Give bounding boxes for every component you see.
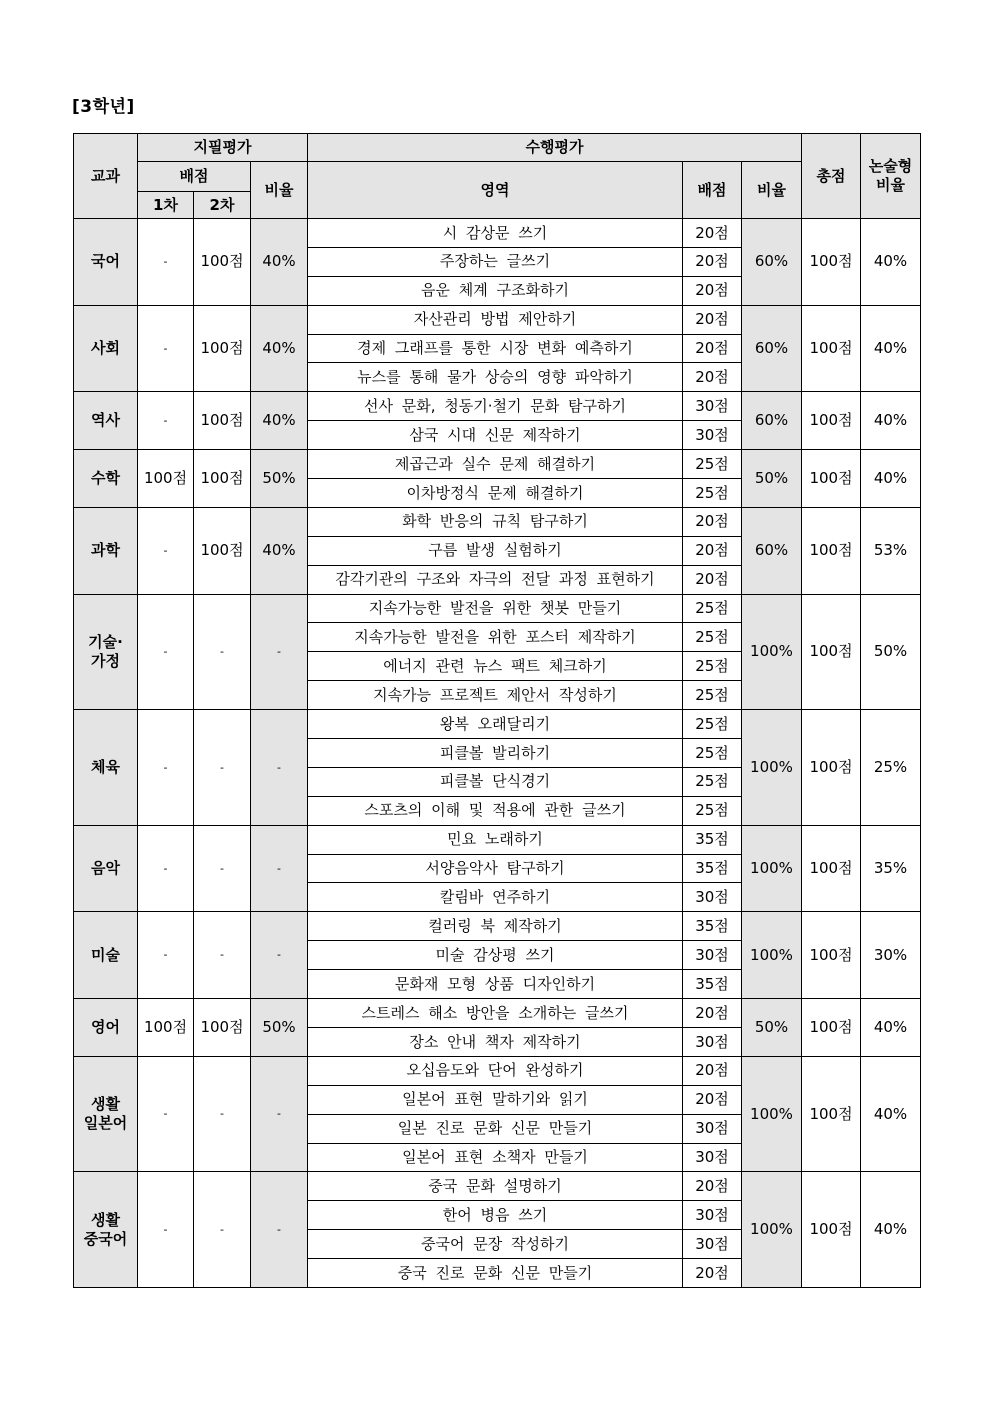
table-row [74,305,921,334]
performance-score: 20점 [683,507,742,536]
performance-ratio: 60% [742,507,802,594]
second-exam-score: - [194,710,251,826]
written-ratio: 40% [251,507,308,594]
table-row [74,912,921,941]
essay-ratio: 40% [861,219,921,306]
performance-score: 30점 [683,1143,742,1172]
total-score: 100점 [802,1056,861,1172]
performance-area: 삼국 시대 신문 제작하기 [308,421,683,450]
performance-score: 20점 [683,363,742,392]
performance-area: 감각기관의 구조와 자극의 전달 과정 표현하기 [308,565,683,594]
written-ratio: - [251,594,308,710]
performance-area: 일본어 표현 말하기와 읽기 [308,1085,683,1114]
total-score: 100점 [802,305,861,392]
performance-ratio: 50% [742,999,802,1057]
table-row [74,825,921,854]
first-exam-score: - [138,710,194,826]
performance-area: 에너지 관련 뉴스 팩트 체크하기 [308,652,683,681]
performance-score: 20점 [683,219,742,248]
first-exam-score: - [138,392,194,450]
performance-area: 주장하는 글쓰기 [308,247,683,276]
subject-cell: 체육 [74,710,138,826]
performance-score: 30점 [683,1230,742,1259]
header-essay-ratio: 논술형 비율 [861,134,921,219]
performance-score: 30점 [683,1201,742,1230]
performance-area: 칼림바 연주하기 [308,883,683,912]
written-ratio: - [251,825,308,912]
performance-area: 서양음악사 탐구하기 [308,854,683,883]
performance-score: 20점 [683,1259,742,1288]
performance-area: 문화재 모형 상품 디자인하기 [308,970,683,999]
second-exam-score: - [194,1172,251,1288]
written-ratio: 40% [251,392,308,450]
performance-score: 25점 [683,652,742,681]
header-perf-ratio: 비율 [742,162,802,219]
performance-area: 선사 문화, 청동기·철기 문화 탐구하기 [308,392,683,421]
performance-area: 컬러링 북 제작하기 [308,912,683,941]
performance-score: 35점 [683,912,742,941]
page-title: [3학년] [72,97,135,117]
essay-ratio: 53% [861,507,921,594]
written-ratio: - [251,1172,308,1288]
header-written-ratio: 비율 [251,162,308,219]
table-header [74,134,921,219]
total-score: 100점 [802,219,861,306]
first-exam-score: - [138,1056,194,1172]
first-exam-score: - [138,825,194,912]
header-subject: 교과 [74,134,138,219]
table-body [74,219,921,1288]
subject-cell: 역사 [74,392,138,450]
table-row [74,1172,921,1201]
first-exam-score: - [138,305,194,392]
performance-ratio: 100% [742,710,802,826]
subject-cell: 음악 [74,825,138,912]
performance-area: 중국어 문장 작성하기 [308,1230,683,1259]
performance-area: 오십음도와 단어 완성하기 [308,1056,683,1085]
essay-ratio: 40% [861,1056,921,1172]
performance-area: 음운 체계 구조화하기 [308,276,683,305]
performance-score: 30점 [683,883,742,912]
performance-area: 경제 그래프를 통한 시장 변화 예측하기 [308,334,683,363]
performance-area: 스트레스 해소 방안을 소개하는 글쓰기 [308,999,683,1028]
essay-ratio: 30% [861,912,921,999]
performance-score: 20점 [683,1172,742,1201]
performance-ratio: 100% [742,594,802,710]
total-score: 100점 [802,825,861,912]
second-exam-score: 100점 [194,219,251,306]
performance-ratio: 60% [742,392,802,450]
performance-area: 뉴스를 통해 물가 상승의 영향 파악하기 [308,363,683,392]
performance-score: 25점 [683,594,742,623]
performance-score: 30점 [683,421,742,450]
essay-ratio: 40% [861,999,921,1057]
total-score: 100점 [802,1172,861,1288]
second-exam-score: 100점 [194,305,251,392]
first-exam-score: - [138,594,194,710]
header-written-exam: 지필평가 [138,134,308,162]
total-score: 100점 [802,507,861,594]
second-exam-score: - [194,825,251,912]
header-first-exam: 1차 [138,192,194,219]
written-ratio: 40% [251,219,308,306]
performance-score: 25점 [683,710,742,739]
second-exam-score: - [194,594,251,710]
performance-area: 한어 병음 쓰기 [308,1201,683,1230]
total-score: 100점 [802,999,861,1057]
performance-area: 스포츠의 이해 및 적용에 관한 글쓰기 [308,796,683,825]
table-row [74,219,921,248]
first-exam-score: - [138,507,194,594]
performance-score: 20점 [683,536,742,565]
essay-ratio: 40% [861,305,921,392]
subject-cell: 기술· 가정 [74,594,138,710]
grade-assessment-table [73,133,921,1288]
subject-cell: 수학 [74,450,138,508]
performance-area: 화학 반응의 규칙 탐구하기 [308,507,683,536]
subject-cell: 미술 [74,912,138,999]
table-row [74,710,921,739]
first-exam-score: 100점 [138,999,194,1057]
first-exam-score: 100점 [138,450,194,508]
header-performance: 수행평가 [308,134,802,162]
performance-score: 20점 [683,334,742,363]
table-row [74,450,921,479]
performance-score: 35점 [683,825,742,854]
performance-score: 20점 [683,247,742,276]
performance-score: 20점 [683,1056,742,1085]
second-exam-score: 100점 [194,450,251,508]
performance-score: 20점 [683,565,742,594]
performance-score: 25점 [683,739,742,768]
total-score: 100점 [802,450,861,508]
performance-area: 시 감상문 쓰기 [308,219,683,248]
table-row [74,594,921,623]
performance-score: 25점 [683,450,742,479]
second-exam-score: 100점 [194,392,251,450]
performance-area: 장소 안내 책자 제작하기 [308,1027,683,1056]
performance-score: 25점 [683,479,742,508]
table-row [74,392,921,421]
performance-area: 구름 발생 실험하기 [308,536,683,565]
performance-score: 25점 [683,681,742,710]
second-exam-score: - [194,912,251,999]
performance-ratio: 60% [742,305,802,392]
header-perf-score: 배점 [683,162,742,219]
essay-ratio: 40% [861,1172,921,1288]
written-ratio: 50% [251,999,308,1057]
performance-area: 이차방정식 문제 해결하기 [308,479,683,508]
performance-score: 25점 [683,796,742,825]
essay-ratio: 25% [861,710,921,826]
performance-area: 중국 문화 설명하기 [308,1172,683,1201]
first-exam-score: - [138,1172,194,1288]
performance-score: 25점 [683,623,742,652]
subject-cell: 생활 중국어 [74,1172,138,1288]
performance-area: 지속가능한 발전을 위한 챗봇 만들기 [308,594,683,623]
subject-cell: 국어 [74,219,138,306]
performance-area: 피클볼 단식경기 [308,767,683,796]
total-score: 100점 [802,594,861,710]
performance-score: 35점 [683,854,742,883]
second-exam-score: 100점 [194,507,251,594]
written-ratio: 50% [251,450,308,508]
performance-score: 30점 [683,941,742,970]
performance-score: 30점 [683,1114,742,1143]
essay-ratio: 35% [861,825,921,912]
written-ratio: - [251,710,308,826]
performance-score: 20점 [683,1085,742,1114]
table-row [74,507,921,536]
performance-score: 20점 [683,305,742,334]
second-exam-score: 100점 [194,999,251,1057]
subject-cell: 생활 일본어 [74,1056,138,1172]
table-row [74,999,921,1028]
performance-area: 지속가능한 발전을 위한 포스터 제작하기 [308,623,683,652]
second-exam-score: - [194,1056,251,1172]
performance-ratio: 60% [742,219,802,306]
performance-area: 일본 진로 문화 신문 만들기 [308,1114,683,1143]
subject-cell: 영어 [74,999,138,1057]
performance-ratio: 100% [742,912,802,999]
header-area: 영역 [308,162,683,219]
performance-score: 20점 [683,276,742,305]
performance-score: 20점 [683,999,742,1028]
essay-ratio: 40% [861,450,921,508]
written-ratio: 40% [251,305,308,392]
performance-ratio: 50% [742,450,802,508]
total-score: 100점 [802,392,861,450]
performance-area: 미술 감상평 쓰기 [308,941,683,970]
performance-area: 일본어 표현 소책자 만들기 [308,1143,683,1172]
performance-ratio: 100% [742,1056,802,1172]
header-written-score: 배점 [138,162,251,192]
essay-ratio: 50% [861,594,921,710]
performance-area: 제곱근과 실수 문제 해결하기 [308,450,683,479]
written-ratio: - [251,912,308,999]
header-second-exam: 2차 [194,192,251,219]
total-score: 100점 [802,912,861,999]
written-ratio: - [251,1056,308,1172]
performance-score: 30점 [683,1027,742,1056]
performance-ratio: 100% [742,825,802,912]
performance-ratio: 100% [742,1172,802,1288]
performance-score: 30점 [683,392,742,421]
subject-cell: 과학 [74,507,138,594]
first-exam-score: - [138,912,194,999]
total-score: 100점 [802,710,861,826]
table-row [74,1056,921,1085]
performance-area: 민요 노래하기 [308,825,683,854]
performance-area: 왕복 오래달리기 [308,710,683,739]
first-exam-score: - [138,219,194,306]
performance-score: 25점 [683,767,742,796]
subject-cell: 사회 [74,305,138,392]
performance-area: 자산관리 방법 제안하기 [308,305,683,334]
performance-area: 피클볼 발리하기 [308,739,683,768]
performance-score: 35점 [683,970,742,999]
header-total: 총점 [802,134,861,219]
performance-area: 지속가능 프로젝트 제안서 작성하기 [308,681,683,710]
essay-ratio: 40% [861,392,921,450]
performance-area: 중국 진로 문화 신문 만들기 [308,1259,683,1288]
